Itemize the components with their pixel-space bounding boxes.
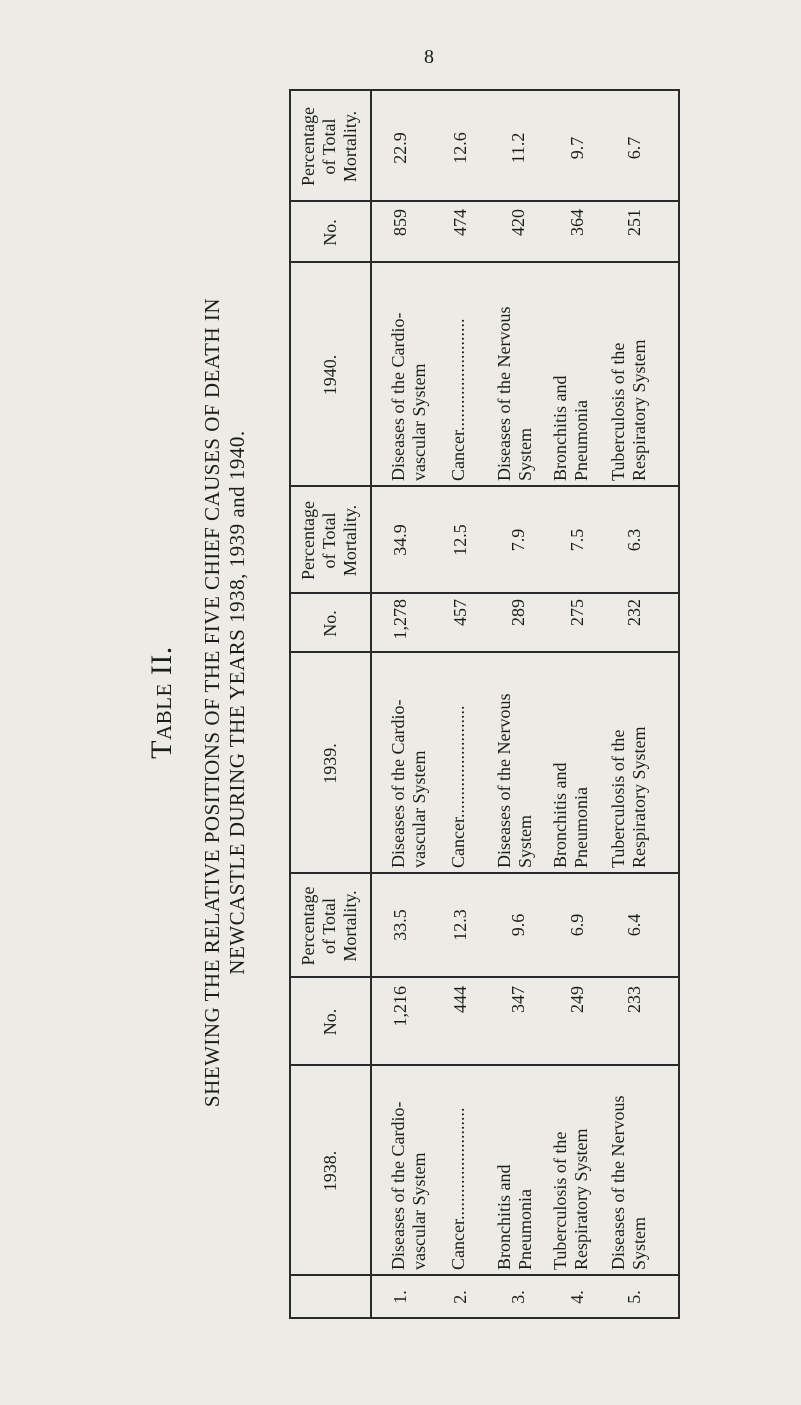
pct-header-1939: Percentage of Total Mortality. — [298, 501, 360, 580]
row-number: 3. — [508, 1290, 528, 1304]
cause-1940-1: Diseases of the Cardio- vascular System — [388, 312, 429, 481]
page-number: 8 — [424, 46, 434, 68]
pct-header-1938: Percentage of Total Mortality. — [298, 886, 360, 966]
no-1939-2: 457 — [450, 599, 470, 626]
pct-1939-3: 7.9 — [508, 528, 528, 552]
table-bottom-rule — [678, 89, 680, 1319]
pct-1939-2: 12.5 — [450, 524, 470, 556]
no-1939-5: 232 — [624, 599, 644, 626]
cause-1939-4: Bronchitis and Pneumonia — [550, 762, 591, 868]
column-rule — [289, 651, 679, 653]
cause-1939-5: Tuberculosis of the Respiratory System — [608, 726, 649, 868]
year-header-1938: 1938. — [320, 1150, 340, 1192]
cause-1939-3: Diseases of the Nervous System — [494, 693, 535, 868]
cause-1939-2: Cancer......................... — [448, 705, 468, 868]
column-rule — [289, 1274, 679, 1276]
no-1938-3: 347 — [508, 986, 528, 1013]
year-header-1939: 1939. — [320, 743, 340, 784]
pct-1940-2: 12.6 — [450, 132, 470, 164]
no-1940-5: 251 — [624, 209, 644, 236]
no-1940-2: 474 — [450, 209, 470, 236]
cause-1938-1: Diseases of the Cardio- vascular System — [388, 1101, 429, 1270]
pct-header-1940: Percentage of Total Mortality. — [298, 107, 360, 186]
year-header-1940: 1940. — [320, 354, 340, 396]
pct-1938-3: 9.6 — [508, 913, 528, 937]
row-number: 2. — [450, 1290, 470, 1304]
no-1938-5: 233 — [624, 986, 644, 1013]
pct-1940-4: 9.7 — [567, 136, 587, 160]
no-1939-1: 1,278 — [390, 599, 410, 640]
no-1940-1: 859 — [390, 209, 410, 236]
pct-1939-1: 34.9 — [390, 524, 410, 556]
cause-1940-4: Bronchitis and Pneumonia — [550, 375, 591, 481]
cause-1940-3: Diseases of the Nervous System — [494, 306, 535, 481]
pct-1940-1: 22.9 — [390, 132, 410, 164]
cause-1938-2: Cancer......................... — [448, 1107, 468, 1270]
pct-1939-4: 7.5 — [567, 528, 587, 552]
no-header-1940: No. — [320, 219, 340, 246]
no-1940-3: 420 — [508, 209, 528, 236]
header-rule — [370, 89, 372, 1319]
row-number: 1. — [390, 1290, 410, 1304]
pct-1938-2: 12.3 — [450, 909, 470, 941]
column-rule — [289, 1317, 679, 1319]
row-number: 5. — [624, 1290, 644, 1304]
table-title-line-1: SHEWING THE RELATIVE POSITIONS OF THE FIVE CHIEF CAUSES OF DEATH IN — [200, 297, 224, 1108]
cause-1940-2: Cancer......................... — [448, 318, 468, 481]
cause-1938-3: Bronchitis and Pneumonia — [494, 1164, 535, 1270]
pct-1938-5: 6.4 — [624, 913, 644, 937]
no-1938-2: 444 — [450, 986, 470, 1013]
no-header-1938: No. — [320, 1008, 340, 1036]
no-header-1939: No. — [320, 610, 340, 637]
pct-1940-5: 6.7 — [624, 136, 644, 160]
table-label: Table II. — [145, 646, 178, 759]
table-top-rule — [289, 89, 291, 1319]
pct-1938-4: 6.9 — [567, 913, 587, 937]
pct-1939-5: 6.3 — [624, 528, 644, 552]
no-1938-4: 249 — [567, 986, 587, 1013]
table-title-line-2: NEWCASTLE DURING THE YEARS 1938, 1939 and 1940. — [225, 430, 249, 975]
cause-1940-5: Tuberculosis of the Respiratory System — [608, 339, 649, 481]
cause-1938-4: Tuberculosis of the Respiratory System — [550, 1128, 591, 1270]
pct-1938-1: 33.5 — [390, 909, 410, 941]
row-number: 4. — [567, 1290, 587, 1304]
no-1939-4: 275 — [567, 599, 587, 626]
no-1939-3: 289 — [508, 599, 528, 626]
no-1938-1: 1,216 — [390, 986, 410, 1027]
no-1940-4: 364 — [567, 209, 587, 236]
column-rule — [289, 1064, 679, 1066]
cause-1939-1: Diseases of the Cardio- vascular System — [388, 699, 429, 868]
cause-1938-5: Diseases of the Nervous System — [608, 1095, 649, 1270]
pct-1940-3: 11.2 — [508, 132, 528, 164]
column-rule — [289, 261, 679, 263]
